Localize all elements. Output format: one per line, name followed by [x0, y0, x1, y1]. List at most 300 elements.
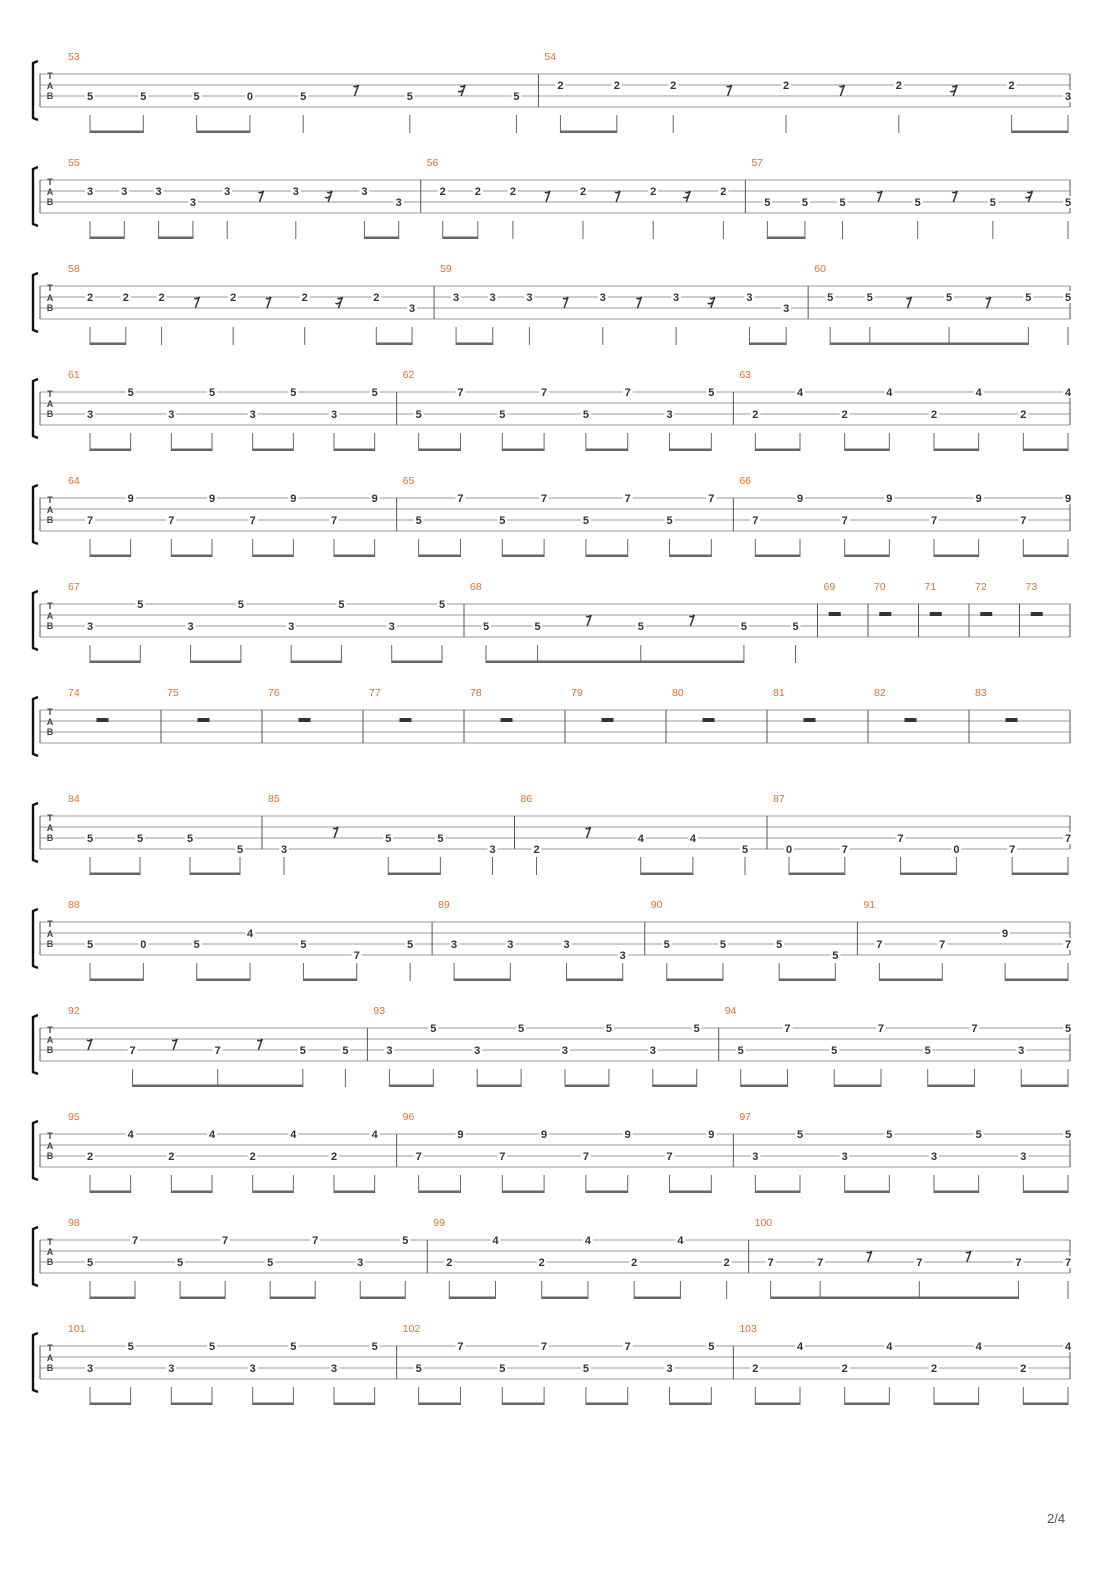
eighth-rest-icon [333, 827, 338, 838]
fret-number: 2 [509, 186, 516, 198]
fret-number: 7 [784, 1023, 791, 1035]
note-beam [486, 661, 538, 664]
note-beam [560, 131, 616, 134]
fret-number: 3 [563, 939, 570, 951]
fret-number: 5 [914, 197, 921, 209]
note-beam [389, 1085, 433, 1088]
fret-number: 2 [930, 409, 938, 421]
note-beam [542, 1297, 588, 1300]
tab-clef-letter: B [46, 1257, 54, 1267]
fret-number: 7 [129, 1045, 136, 1057]
whole-rest-icon [804, 718, 816, 722]
fret-number: 5 [193, 91, 200, 103]
note-beam [670, 555, 712, 558]
eighth-rest-icon [986, 297, 991, 308]
tab-system [33, 1005, 1073, 1087]
note-beam [767, 237, 805, 240]
fret-number: 2 [895, 80, 902, 92]
fret-number: 5 [975, 1129, 982, 1141]
fret-number: 5 [177, 1257, 184, 1269]
note-beam [820, 1297, 919, 1300]
measure [672, 687, 767, 743]
measure [68, 1111, 397, 1193]
measure [773, 793, 1073, 875]
note-beam [1012, 131, 1068, 134]
fret-number: 9 [708, 1129, 715, 1141]
measure-number: 84 [68, 793, 80, 805]
fret-number: 3 [507, 939, 514, 951]
note-beam [90, 237, 124, 240]
fret-number: 5 [430, 1023, 437, 1035]
note-beam [934, 1191, 979, 1194]
measure [651, 899, 858, 981]
measure [773, 687, 868, 743]
note-beam [197, 979, 250, 982]
tab-system [33, 581, 1070, 663]
fret-number: 5 [740, 621, 747, 633]
note-beam [755, 1403, 800, 1406]
fret-number: 4 [975, 1341, 982, 1353]
fret-number: 3 [619, 950, 626, 962]
fret-number: 5 [415, 1363, 422, 1375]
fret-number: 5 [499, 1363, 506, 1375]
note-beam [565, 1085, 609, 1088]
fret-number: 3 [649, 1045, 656, 1057]
fret-number: 9 [886, 493, 893, 505]
measure-number: 63 [739, 369, 752, 381]
system-bracket [33, 803, 38, 862]
fret-number: 5 [438, 599, 446, 611]
tab-clef-letter: T [47, 283, 53, 293]
measure [403, 369, 734, 451]
fret-number: 7 [1064, 939, 1072, 951]
fret-number: 3 [249, 1363, 256, 1375]
note-beam [928, 1085, 975, 1088]
fret-number: 5 [1064, 1129, 1072, 1141]
fret-number: 5 [693, 1023, 700, 1035]
tab-clef-letter: B [46, 939, 54, 949]
whole-rest-icon [930, 612, 942, 616]
note-beam [197, 131, 250, 134]
fret-number: 3 [673, 292, 680, 304]
fret-number: 5 [827, 292, 834, 304]
measure-number: 101 [68, 1323, 86, 1335]
measure [369, 687, 464, 743]
note-beam [334, 555, 375, 558]
tab-clef-letter: T [47, 1343, 53, 1353]
fret-number: 5 [371, 387, 378, 399]
fret-number: 7 [930, 515, 938, 527]
fret-number: 5 [1064, 197, 1072, 209]
fret-number: 5 [719, 939, 727, 951]
fret-number: 3 [451, 939, 458, 951]
eighth-rest-icon [586, 615, 591, 626]
measure [433, 1217, 748, 1299]
fret-number: 3 [168, 1363, 175, 1375]
fret-number: 4 [796, 387, 804, 399]
fret-number: 4 [886, 1341, 893, 1353]
tab-clef-letter: B [46, 515, 54, 525]
note-beam [949, 343, 1028, 346]
measure [427, 157, 746, 239]
fret-number: 7 [916, 1257, 923, 1269]
fret-number: 3 [330, 1363, 338, 1375]
measure-number: 98 [68, 1217, 80, 1229]
tab-system [33, 263, 1073, 345]
measure [68, 51, 538, 133]
fret-number: 5 [866, 292, 873, 304]
measure-number: 85 [268, 793, 280, 805]
fret-number: 3 [86, 409, 94, 421]
note-beam [755, 555, 800, 558]
fret-number: 0 [246, 91, 253, 103]
fret-number: 5 [186, 833, 194, 845]
note-beam [90, 1191, 131, 1194]
tab-clef-letter: A [46, 1035, 54, 1045]
note-beam [670, 1191, 712, 1194]
fret-number: 5 [300, 939, 307, 951]
system-bracket [33, 485, 38, 544]
fret-number: 4 [1064, 387, 1072, 399]
sixteenth-rest-icon [708, 297, 715, 308]
measure [470, 687, 565, 743]
tab-clef-letter: A [46, 81, 54, 91]
fret-number: 2 [752, 1363, 759, 1375]
note-beam [171, 1403, 212, 1406]
fret-number: 5 [127, 387, 134, 399]
fret-number: 5 [385, 833, 392, 845]
tab-clef-letter: T [47, 1237, 53, 1247]
measure [739, 1111, 1073, 1193]
fret-number: 3 [489, 292, 496, 304]
measure-number: 91 [863, 899, 876, 911]
system-bracket [33, 167, 38, 226]
fret-number: 5 [406, 91, 413, 103]
note-beam [830, 343, 870, 346]
system-bracket [33, 1121, 38, 1180]
note-beam [502, 1403, 544, 1406]
fret-number: 7 [939, 939, 946, 951]
fret-number: 5 [741, 844, 749, 856]
fret-number: 3 [361, 186, 368, 198]
note-beam [419, 1191, 461, 1194]
fret-number: 5 [534, 621, 541, 633]
fret-number: 7 [86, 515, 94, 527]
fret-number: 2 [1020, 1363, 1027, 1375]
eighth-rest-icon [636, 297, 641, 308]
note-beam [502, 1191, 544, 1194]
measure-number: 57 [751, 157, 764, 169]
measure-number: 72 [975, 581, 987, 593]
fret-number: 5 [989, 197, 996, 209]
fret-number: 5 [792, 621, 799, 633]
measure-number: 59 [440, 263, 452, 275]
note-beam [670, 449, 712, 452]
note-beam [171, 1191, 212, 1194]
note-beam [845, 449, 890, 452]
fret-number: 5 [513, 91, 520, 103]
fret-number: 5 [342, 1045, 349, 1057]
tab-clef-letter: B [46, 303, 54, 313]
fret-number: 5 [236, 844, 244, 856]
fret-number: 4 [492, 1235, 499, 1247]
fret-number: 9 [1064, 493, 1072, 505]
fret-number: 7 [249, 515, 256, 527]
fret-number: 3 [292, 186, 299, 198]
fret-number: 2 [533, 844, 540, 856]
fret-number: 7 [541, 1341, 548, 1353]
page-number: 2/4 [1047, 1511, 1066, 1526]
fret-number: 5 [208, 1341, 216, 1353]
sixteenth-rest-icon [1025, 191, 1032, 202]
fret-number: 7 [971, 1023, 978, 1035]
measure [440, 263, 808, 345]
fret-number: 9 [457, 1129, 464, 1141]
tab-clef-letter: T [47, 177, 53, 187]
fret-number: 3 [155, 186, 162, 198]
fret-number: 2 [1020, 409, 1027, 421]
eighth-rest-icon [689, 615, 694, 626]
note-beam [90, 1297, 135, 1300]
sixteenth-rest-icon [950, 85, 957, 96]
note-beam [1012, 873, 1068, 876]
tab-clef-letter: B [46, 197, 54, 207]
note-beam [1023, 555, 1068, 558]
fret-number: 4 [796, 1341, 804, 1353]
fret-number: 2 [86, 292, 94, 304]
fret-number: 5 [499, 409, 506, 421]
system-bracket [33, 591, 38, 650]
measure [739, 1323, 1073, 1405]
fret-number: 5 [127, 1341, 134, 1353]
note-beam [90, 661, 140, 664]
note-beam [845, 1191, 890, 1194]
measure-number: 95 [68, 1111, 80, 1123]
fret-number: 5 [267, 1257, 274, 1269]
measure-number: 80 [672, 687, 684, 699]
tab-clef-letter: A [46, 187, 54, 197]
note-beam [253, 1191, 294, 1194]
fret-number: 5 [371, 1341, 378, 1353]
fret-number: 2 [613, 80, 620, 92]
note-beam [449, 1297, 495, 1300]
whole-rest-icon [703, 718, 715, 722]
fret-number: 9 [541, 1129, 548, 1141]
note-beam [586, 1403, 628, 1406]
eighth-rest-icon [615, 191, 620, 202]
fret-number: 4 [208, 1129, 216, 1141]
fret-number: 2 [373, 292, 380, 304]
fret-number: 2 [538, 1257, 545, 1269]
fret-number: 5 [86, 91, 94, 103]
fret-number: 5 [708, 1341, 715, 1353]
tab-system [33, 1323, 1073, 1405]
note-beam [586, 555, 628, 558]
fret-number: 4 [975, 387, 982, 399]
note-beam [919, 1297, 1018, 1300]
note-beam [901, 873, 957, 876]
fret-number: 2 [579, 186, 587, 198]
measure-number: 94 [724, 1005, 737, 1017]
fret-number: 5 [764, 197, 771, 209]
fret-number: 5 [831, 1045, 838, 1057]
tab-clef-letter: B [46, 91, 54, 101]
tab-system [33, 899, 1073, 981]
fret-number: 2 [720, 186, 727, 198]
fret-number: 7 [582, 1151, 589, 1163]
measure-number: 73 [1025, 581, 1038, 593]
sixteenth-rest-icon [683, 191, 690, 202]
measure [571, 687, 666, 743]
tab-clef-letter: T [47, 1025, 53, 1035]
tab-system [33, 793, 1073, 875]
fret-number: 5 [407, 939, 414, 951]
eighth-rest-icon [586, 827, 591, 838]
note-beam [538, 661, 641, 664]
note-beam [870, 343, 949, 346]
measure-number: 97 [739, 1111, 752, 1123]
note-beam [443, 237, 478, 240]
measure [739, 475, 1073, 557]
measure-number: 78 [470, 687, 482, 699]
measure [544, 51, 1073, 133]
fret-number: 2 [86, 1151, 94, 1163]
whole-rest-icon [501, 718, 513, 722]
fret-number: 7 [457, 387, 464, 399]
fret-number: 3 [561, 1045, 569, 1057]
fret-number: 2 [158, 292, 165, 304]
measure-number: 82 [874, 687, 886, 699]
measure [925, 581, 970, 637]
fret-number: 2 [474, 186, 481, 198]
measure-number: 89 [438, 899, 450, 911]
measure [975, 581, 1020, 637]
measure-number: 55 [68, 157, 80, 169]
note-beam [90, 1403, 131, 1406]
fret-number: 9 [624, 1129, 631, 1141]
note-beam [303, 979, 356, 982]
whole-rest-icon [602, 718, 614, 722]
measure-number: 60 [814, 263, 826, 275]
fret-number: 4 [1064, 1341, 1072, 1353]
fret-number: 7 [214, 1045, 221, 1057]
fret-number: 3 [168, 409, 175, 421]
note-beam [586, 449, 628, 452]
fret-number: 3 [409, 303, 416, 315]
eighth-rest-icon [727, 85, 732, 96]
fret-number: 5 [663, 939, 670, 951]
fret-number: 2 [439, 186, 446, 198]
fret-number: 2 [841, 1363, 848, 1375]
eighth-rest-icon [257, 1039, 262, 1050]
note-beam [586, 1191, 628, 1194]
measure [268, 793, 515, 875]
note-beam [1023, 449, 1068, 452]
eighth-rest-icon [877, 191, 882, 202]
fret-number: 7 [624, 493, 631, 505]
measure [68, 581, 464, 663]
measure [751, 157, 1073, 239]
note-beam [934, 1403, 979, 1406]
sixteenth-rest-icon [458, 85, 465, 96]
fret-number: 7 [666, 1151, 673, 1163]
measure [167, 687, 262, 743]
note-beam [419, 449, 461, 452]
measure [68, 687, 161, 743]
fret-number: 5 [290, 387, 297, 399]
fret-number: 7 [1064, 833, 1072, 845]
whole-rest-icon [879, 612, 891, 616]
fret-number: 3 [1020, 1151, 1027, 1163]
measure-number: 62 [402, 369, 415, 381]
fret-number: 3 [86, 186, 94, 198]
note-beam [641, 873, 693, 876]
note-beam [1023, 1403, 1068, 1406]
measure-number: 76 [268, 687, 280, 699]
note-beam [749, 343, 786, 346]
fret-number: 7 [1064, 1257, 1072, 1269]
fret-number: 5 [582, 1363, 589, 1375]
note-beam [670, 1403, 712, 1406]
fret-number: 5 [415, 515, 422, 527]
fret-number: 5 [415, 409, 422, 421]
note-beam [456, 343, 493, 346]
note-beam [477, 1085, 521, 1088]
note-beam [789, 873, 845, 876]
fret-number: 0 [140, 939, 147, 951]
fret-number: 9 [127, 493, 134, 505]
fret-number: 2 [230, 292, 237, 304]
fret-number: 5 [796, 1129, 804, 1141]
note-beam [845, 1403, 890, 1406]
fret-number: 7 [415, 1151, 422, 1163]
fret-number: 3 [1018, 1045, 1025, 1057]
fret-number: 5 [482, 621, 490, 633]
fret-number: 7 [708, 493, 715, 505]
note-beam [90, 131, 143, 134]
fret-number: 7 [1020, 515, 1027, 527]
fret-number: 7 [499, 1151, 506, 1163]
note-beam [834, 1085, 881, 1088]
fret-number: 3 [526, 292, 533, 304]
tab-clef-letter: B [46, 1151, 54, 1161]
eighth-rest-icon [563, 297, 568, 308]
fret-number: 5 [86, 1257, 94, 1269]
note-beam [90, 343, 126, 346]
measure [975, 687, 1018, 722]
measure-number: 103 [739, 1323, 757, 1335]
fret-number: 2 [249, 1151, 256, 1163]
eighth-rest-icon [172, 1039, 177, 1050]
fret-number: 7 [876, 939, 883, 951]
fret-number: 3 [783, 303, 790, 315]
fret-number: 7 [841, 844, 848, 856]
fret-number: 7 [131, 1235, 139, 1247]
measure-number: 69 [823, 581, 836, 593]
measure [438, 899, 645, 981]
fret-number: 5 [140, 91, 147, 103]
whole-rest-icon [1006, 718, 1018, 722]
system-bracket [33, 697, 38, 756]
fret-number: 7 [767, 1257, 774, 1269]
fret-number: 5 [839, 197, 846, 209]
fret-number: 5 [776, 939, 783, 951]
whole-rest-icon [980, 612, 992, 616]
fret-number: 4 [584, 1235, 592, 1247]
fret-number: 3 [224, 186, 231, 198]
fret-number: 3 [930, 1151, 938, 1163]
fret-number: 7 [817, 1257, 824, 1269]
